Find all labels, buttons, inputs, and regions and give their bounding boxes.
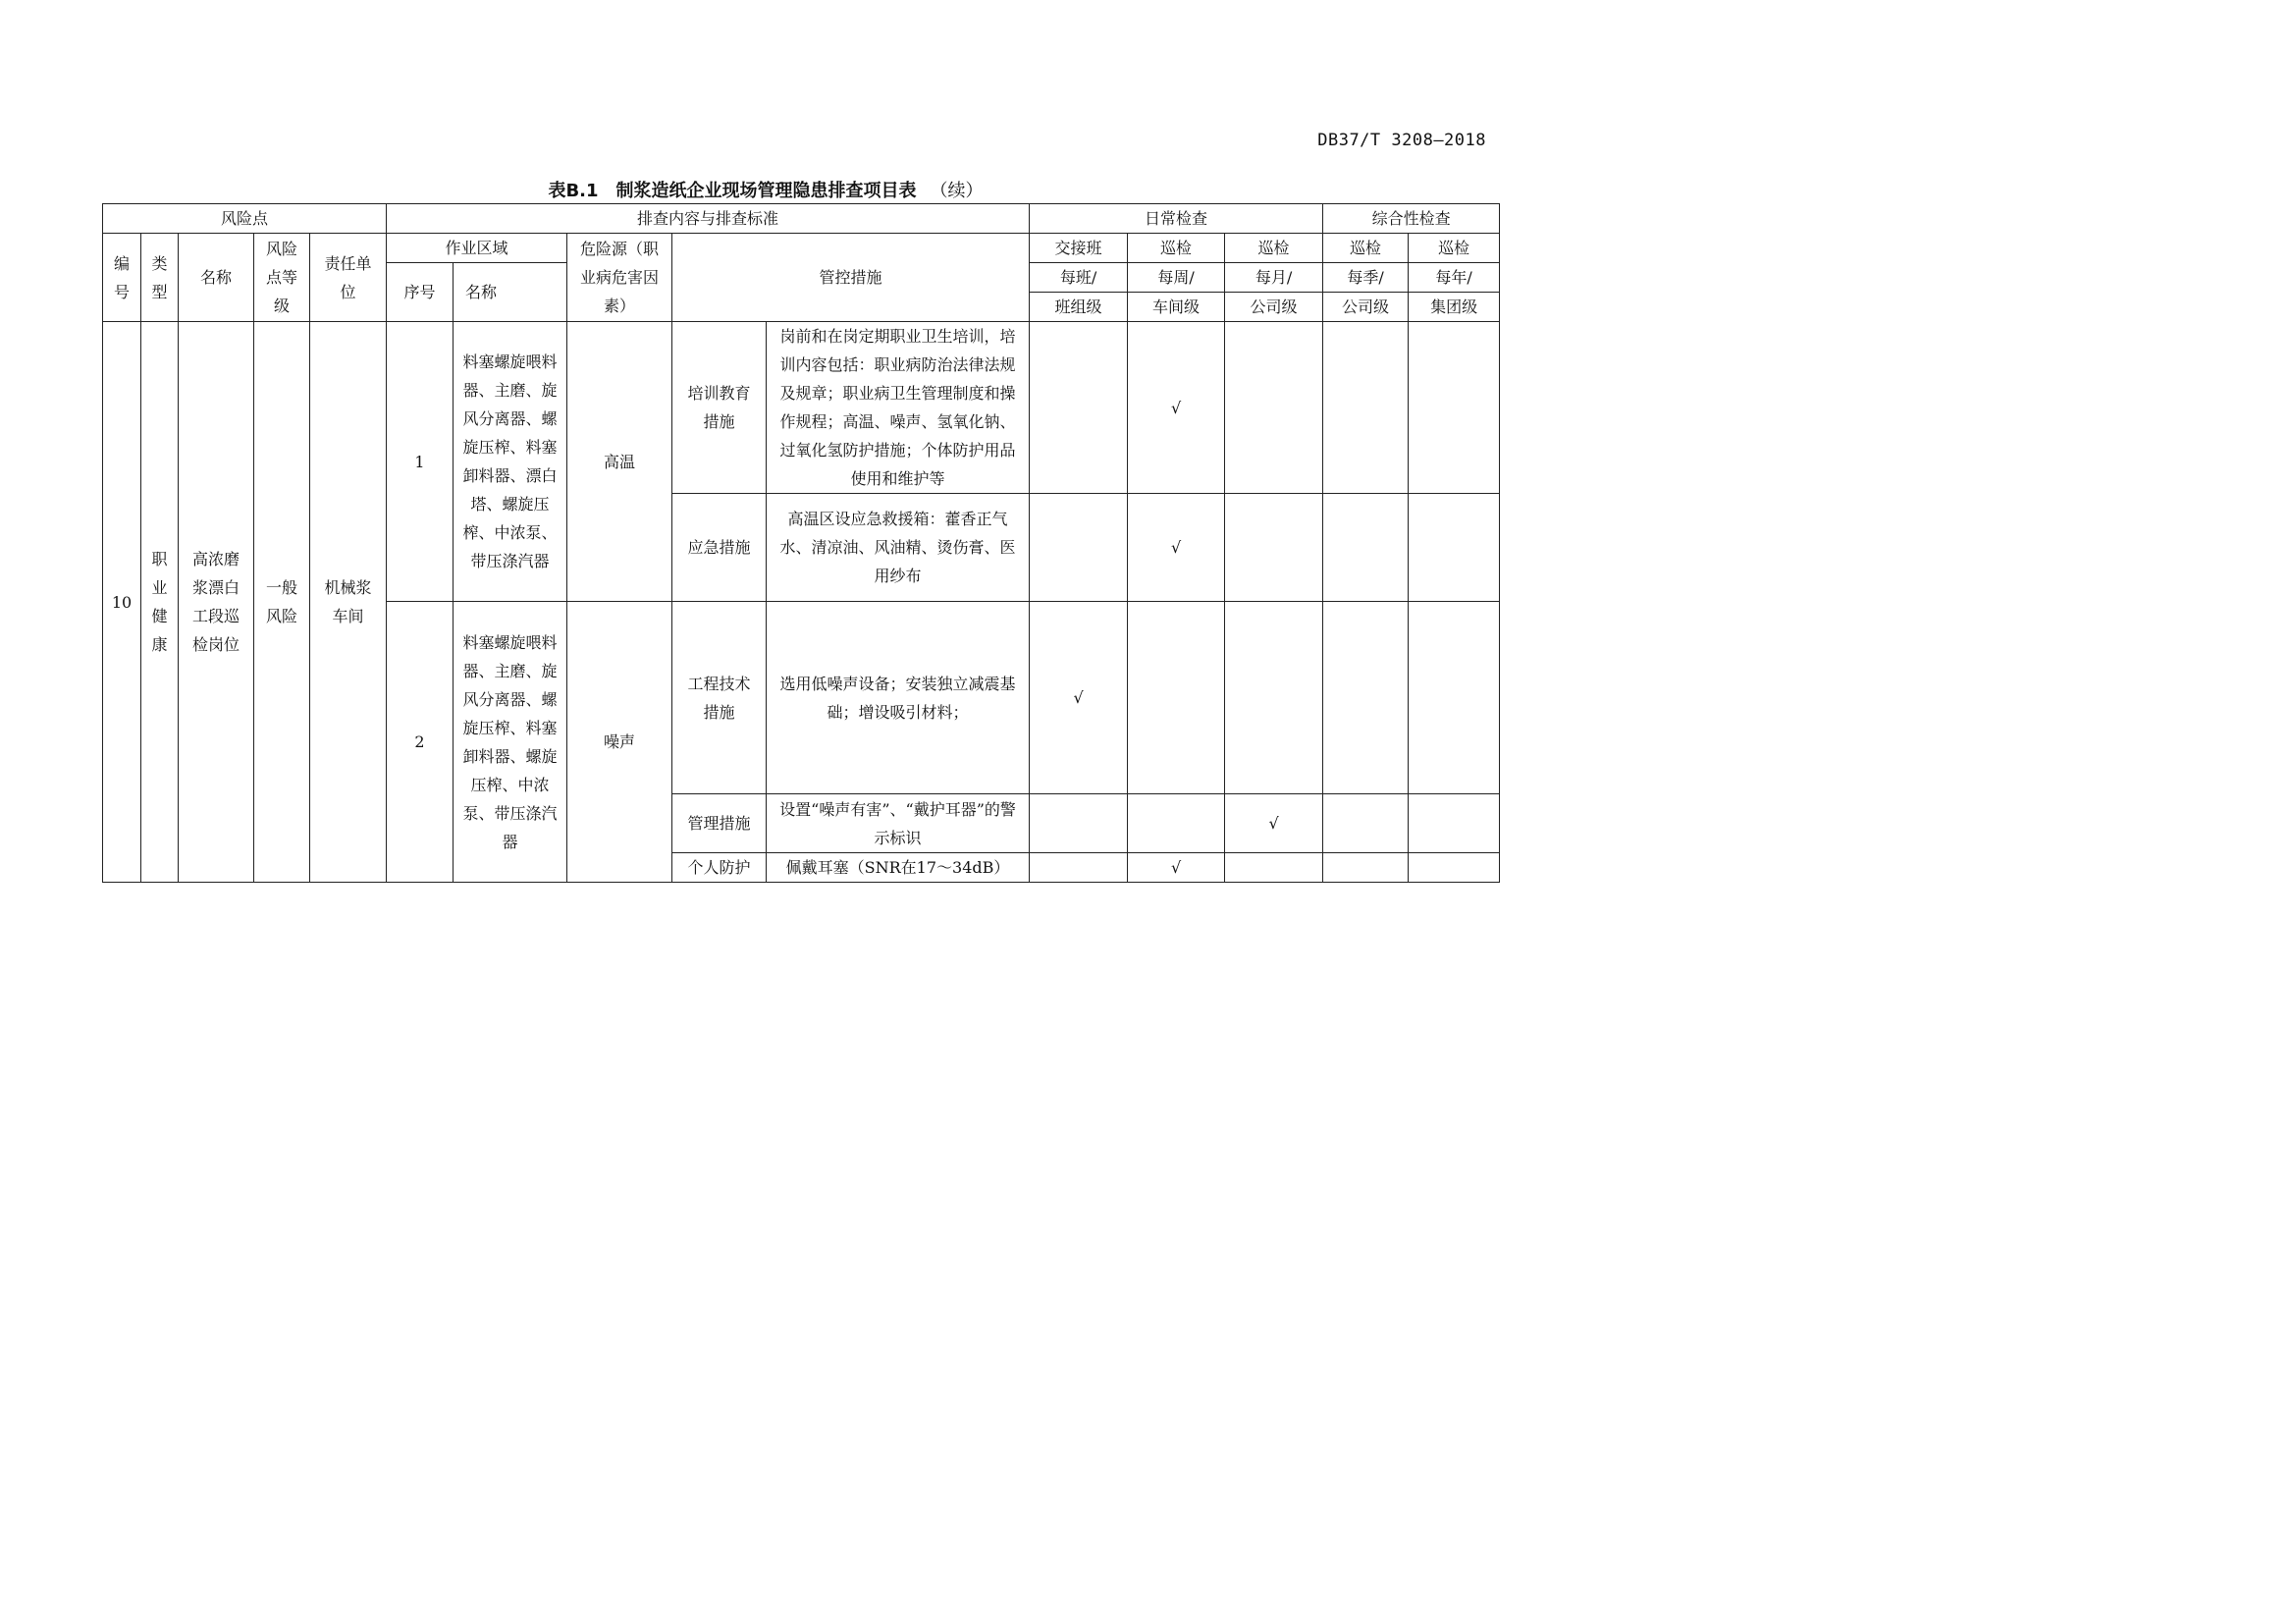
check-type-header: 巡检 [1225, 234, 1323, 263]
check-frequency-header: 每季/ [1323, 263, 1409, 293]
table-row [103, 322, 1500, 494]
check-level-header: 班组级 [1030, 293, 1128, 322]
row-responsible-unit: 机械浆车间 [310, 322, 387, 883]
check-cell [1409, 602, 1500, 794]
table-title-continued: （续） [930, 181, 984, 201]
check-frequency-header: 每年/ [1409, 263, 1500, 293]
work-area-header: 作业区域 [387, 234, 567, 263]
check-level-header: 车间级 [1128, 293, 1225, 322]
hazard-source: 噪声 [567, 602, 672, 883]
check-content-header: 排查内容与排查标准 [387, 204, 1030, 234]
check-mark: √ [1128, 322, 1225, 494]
area-seq: 2 [387, 602, 454, 883]
measure-type: 工程技术措施 [672, 602, 767, 794]
control-measures-header: 管控措施 [672, 234, 1030, 322]
check-cell [1030, 494, 1128, 602]
check-cell [1030, 794, 1128, 853]
measure-content: 佩戴耳塞（SNR在17～34dB） [767, 853, 1030, 883]
area-name: 料塞螺旋喂料器、主磨、旋风分离器、螺旋压榨、料塞卸料器、螺旋压榨、中浓泵、带压涤汽器 [454, 602, 567, 883]
measure-content: 高温区设应急救援箱：藿香正气水、清凉油、风油精、烫伤膏、医用纱布 [767, 494, 1030, 602]
check-cell [1409, 853, 1500, 883]
row-number: 10 [103, 322, 141, 883]
check-frequency-header: 每周/ [1128, 263, 1225, 293]
measure-content: 选用低噪声设备；安装独立减震基础；增设吸引材料； [767, 602, 1030, 794]
table-title-text: 表B.1 制浆造纸企业现场管理隐患排查项目表 [548, 181, 917, 201]
name-header: 名称 [179, 234, 254, 322]
risk-point-header: 风险点 [103, 204, 387, 234]
area-name: 料塞螺旋喂料器、主磨、旋风分离器、螺旋压榨、料塞卸料器、漂白塔、螺旋压榨、中浓泵、带压涤汽器 [454, 322, 567, 602]
check-cell [1409, 322, 1500, 494]
responsible-unit-header: 责任单位 [310, 234, 387, 322]
check-cell [1225, 494, 1323, 602]
row-name: 高浓磨浆漂白工段巡检岗位 [179, 322, 254, 883]
type-header: 类 型 [141, 234, 179, 322]
check-frequency-header: 每班/ [1030, 263, 1128, 293]
area-name-header: 名称 [454, 263, 567, 322]
measure-content: 岗前和在岗定期职业卫生培训，培训内容包括：职业病防治法律法规及规章；职业病卫生管理制度和操作规程；高温、噪声、氢氧化钠、过氧化氢防护措施；个体防护用品使用和维护等 [767, 322, 1030, 494]
table-title [0, 177, 1531, 202]
check-cell [1225, 853, 1323, 883]
check-cell [1323, 322, 1409, 494]
comprehensive-check-header: 综合性检查 [1323, 204, 1500, 234]
check-cell [1323, 494, 1409, 602]
measure-type: 培训教育措施 [672, 322, 767, 494]
check-cell [1030, 853, 1128, 883]
hazard-check-table [102, 203, 1500, 883]
daily-check-header: 日常检查 [1030, 204, 1323, 234]
check-cell [1128, 602, 1225, 794]
check-mark: √ [1128, 853, 1225, 883]
check-frequency-header: 每月/ [1225, 263, 1323, 293]
check-cell [1225, 602, 1323, 794]
check-mark: √ [1225, 794, 1323, 853]
measure-type: 应急措施 [672, 494, 767, 602]
check-cell [1225, 322, 1323, 494]
measure-type: 个人防护 [672, 853, 767, 883]
seq-no-header: 序号 [387, 263, 454, 322]
check-cell [1030, 322, 1128, 494]
row-type: 职 业 健 康 [141, 322, 179, 883]
standard-code: DB37/T 3208—2018 [1317, 131, 1486, 150]
check-level-header: 公司级 [1323, 293, 1409, 322]
row-risk-level: 一般风险 [254, 322, 310, 883]
check-mark: √ [1128, 494, 1225, 602]
check-type-header: 巡检 [1128, 234, 1225, 263]
area-seq: 1 [387, 322, 454, 602]
check-cell [1409, 794, 1500, 853]
header-row-1 [103, 204, 1500, 234]
check-cell [1323, 853, 1409, 883]
measure-content: 设置“噪声有害”、“戴护耳器”的警示标识 [767, 794, 1030, 853]
number-header: 编 号 [103, 234, 141, 322]
risk-level-header: 风险点等级 [254, 234, 310, 322]
check-type-header: 交接班 [1030, 234, 1128, 263]
check-cell [1323, 602, 1409, 794]
check-type-header: 巡检 [1409, 234, 1500, 263]
measure-type: 管理措施 [672, 794, 767, 853]
check-cell [1128, 794, 1225, 853]
hazard-source-header: 危险源（职业病危害因素） [567, 234, 672, 322]
check-level-header: 公司级 [1225, 293, 1323, 322]
check-mark: √ [1030, 602, 1128, 794]
hazard-source: 高温 [567, 322, 672, 602]
check-cell [1409, 494, 1500, 602]
check-cell [1323, 794, 1409, 853]
check-level-header: 集团级 [1409, 293, 1500, 322]
check-type-header: 巡检 [1323, 234, 1409, 263]
header-row-2 [103, 234, 1500, 263]
